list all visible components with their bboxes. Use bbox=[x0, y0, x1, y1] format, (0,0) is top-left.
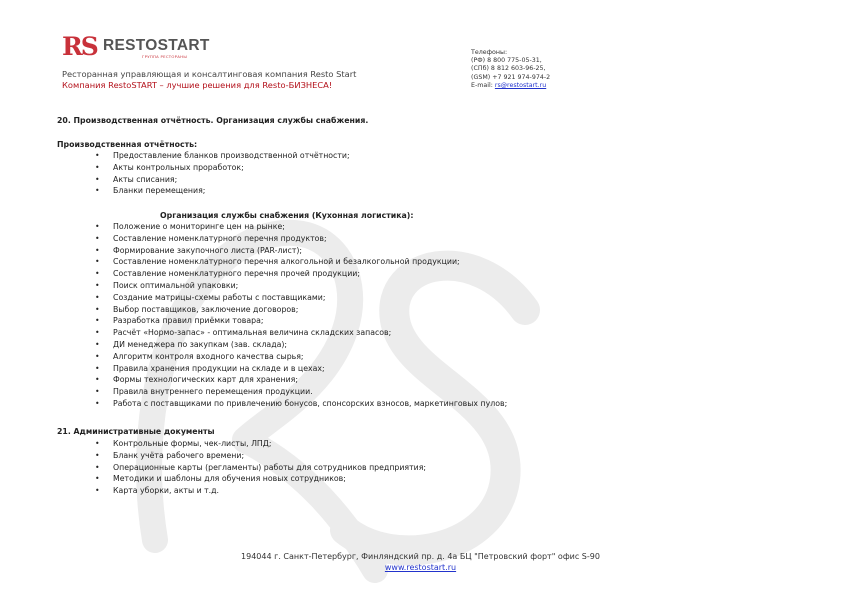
list-item: • ДИ менеджера по закупкам (зав. склада); bbox=[95, 339, 507, 351]
list-item: • Методики и шаблоны для обучения новых сотрудников; bbox=[95, 473, 426, 485]
list-item: • Бланки перемещения; bbox=[95, 185, 350, 197]
footer-website-link[interactable]: www.restostart.ru bbox=[384, 563, 457, 572]
email-link[interactable]: rs@restostart.ru bbox=[494, 81, 547, 89]
contacts-label: Телефоны: bbox=[471, 49, 508, 56]
contacts-block bbox=[471, 49, 550, 90]
logo-tagline: ГРУППА РЕСТОРАНЫ bbox=[142, 54, 187, 59]
logo-name: RESTOSTART bbox=[103, 37, 210, 54]
company-description: Ресторанная управляющая и консалтинговая компания Resto Start bbox=[62, 69, 357, 79]
list-item: • Бланк учёта рабочего времени; bbox=[95, 450, 426, 462]
list-item: • Правила хранения продукции на складе и в цехах; bbox=[95, 363, 507, 375]
list-item: • Акты списания; bbox=[95, 174, 350, 186]
phone-line: (СПб) 8 812 603-96-25, bbox=[471, 65, 546, 73]
list-item: • Положение о мониторинге цен на рынке; bbox=[95, 221, 507, 233]
phone-line: (РФ) 8 800 775-05-31, bbox=[471, 57, 542, 65]
section-21-title: 21. Административные документы bbox=[57, 427, 215, 436]
list-item: • Контрольные формы, чек-листы, ЛПД; bbox=[95, 438, 426, 450]
list-item: • Разработка правил приёмки товара; bbox=[95, 315, 507, 327]
list-item: • Операционные карты (регламенты) работы для сотрудников предприятия; bbox=[95, 462, 426, 474]
footer-address: 194044 г. Санкт-Петербург, Финляндский пр. д. 4а БЦ "Петровский форт" офис S-90 bbox=[241, 552, 600, 561]
list-item: • Алгоритм контроля входного качества сырья; bbox=[95, 351, 507, 363]
admin-documents-list bbox=[95, 438, 426, 497]
supply-service-subtitle: Организация службы снабжения (Кухонная логистика): bbox=[160, 211, 414, 220]
company-slogan: Компания RestoSTART – лучшие решения для Resto-БИЗНЕСА! bbox=[62, 80, 333, 90]
list-item: • Акты контрольных проработок; bbox=[95, 162, 350, 174]
list-item: • Составление номенклатурного перечня алкогольной и безалкогольной продукции; bbox=[95, 256, 507, 268]
list-item: • Работа с поставщиками по привлечению бонусов, спонсорских взносов, маркетинговых пулов; bbox=[95, 398, 507, 410]
list-item: • Создание матрицы-схемы работы с поставщиками; bbox=[95, 292, 507, 304]
list-item: • Выбор поставщиков, заключение договоров; bbox=[95, 304, 507, 316]
restostart-logo[interactable] bbox=[62, 34, 222, 64]
list-item: • Предоставление бланков производственной отчётности; bbox=[95, 150, 350, 162]
list-item: • Карта уборки, акты и т.д. bbox=[95, 485, 426, 497]
production-reporting-subtitle: Производственная отчётность: bbox=[57, 140, 198, 149]
supply-service-list bbox=[95, 221, 507, 410]
list-item: • Правила внутреннего перемещения продукции. bbox=[95, 386, 507, 398]
email-line bbox=[471, 82, 550, 90]
list-item: • Составление номенклатурного перечня прочей продукции; bbox=[95, 268, 507, 280]
phone-line: (GSM) +7 921 974-974-2 bbox=[471, 73, 551, 81]
list-item: • Поиск оптимальной упаковки; bbox=[95, 280, 507, 292]
email-label: E-mail: bbox=[471, 81, 493, 89]
section-20-title: 20. Производственная отчётность. Организация службы снабжения. bbox=[57, 116, 369, 125]
list-item: • Формы технологических карт для хранения; bbox=[95, 374, 507, 386]
list-item: • Формирование закупочного листа (PAR-лист); bbox=[95, 245, 507, 257]
list-item: • Составление номенклатурного перечня продуктов; bbox=[95, 233, 507, 245]
list-item: • Расчёт «Нормо-запас» - оптимальная величина складских запасов; bbox=[95, 327, 507, 339]
production-reporting-list bbox=[95, 150, 350, 197]
rs-logo-mark: RS bbox=[62, 32, 97, 61]
